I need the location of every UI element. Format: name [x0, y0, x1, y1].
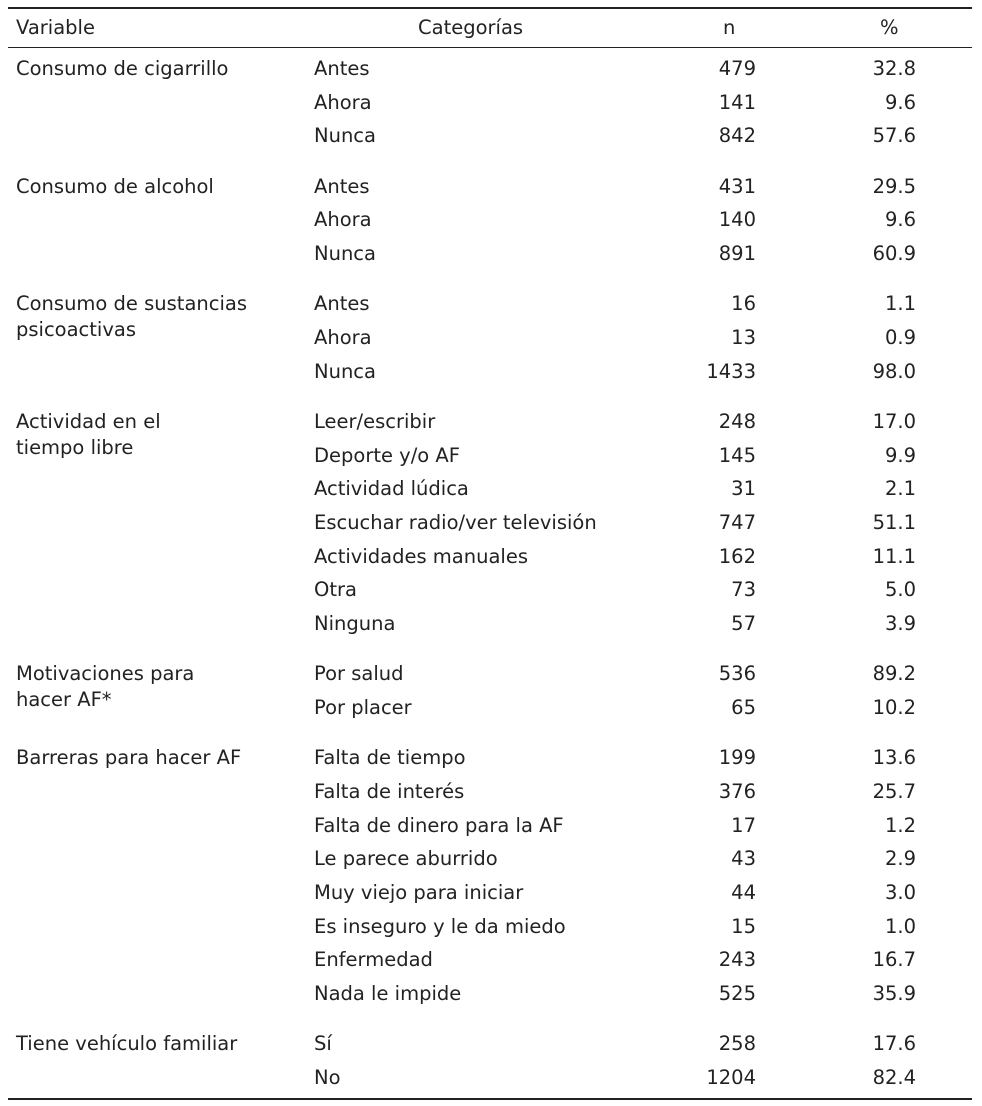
percent-cell: 10.2 [872, 696, 916, 720]
category-cell: Por placer [314, 696, 412, 720]
count-cell: 248 [718, 409, 756, 433]
table-row [8, 203, 972, 237]
percent-cell: 9.6 [884, 208, 916, 232]
category-cell: Enfermedad [314, 948, 433, 972]
variable-label: Consumo de cigarrillo [16, 57, 229, 80]
table-row [8, 943, 972, 977]
table-row [8, 405, 972, 439]
category-cell: Ahora [314, 208, 372, 232]
category-cell: Escuchar radio/ver televisión [314, 511, 597, 535]
percent-cell: 13.6 [872, 746, 916, 770]
percent-cell: 32.8 [872, 57, 916, 80]
category-cell: Falta de tiempo [314, 746, 466, 770]
table-row [8, 842, 972, 876]
count-cell: 431 [718, 174, 756, 198]
count-cell: 842 [718, 124, 756, 148]
category-cell: Falta de dinero para la AF [314, 813, 564, 837]
category-cell: Nada le impide [314, 982, 462, 1006]
category-cell: Actividad lúdica [314, 477, 469, 501]
variable-label: Actividad en el tiempo libre [16, 409, 161, 459]
table-row [8, 540, 972, 574]
table-row [8, 86, 972, 120]
percent-cell: 2.9 [884, 847, 916, 871]
count-cell: 162 [718, 544, 756, 568]
percent-cell: 17.6 [872, 1032, 916, 1056]
percent-cell: 2.1 [884, 477, 916, 501]
table-row [8, 472, 972, 506]
count-cell: 44 [731, 881, 756, 905]
count-cell: 243 [718, 948, 756, 972]
table-row [8, 1027, 972, 1061]
table-row [8, 439, 972, 473]
variable-group [8, 287, 972, 388]
count-cell: 145 [718, 443, 756, 467]
variable-label: Consumo de alcohol [16, 174, 214, 198]
count-cell: 747 [718, 511, 756, 535]
category-cell: Por salud [314, 662, 404, 686]
table-row [8, 657, 972, 691]
count-cell: 536 [718, 662, 756, 686]
table-row [8, 607, 972, 641]
count-cell: 258 [718, 1032, 756, 1056]
table-row [8, 977, 972, 1011]
category-cell: Muy viejo para iniciar [314, 881, 524, 905]
table-row [8, 52, 972, 86]
percent-cell: 1.0 [884, 914, 916, 938]
percent-cell: 0.9 [884, 326, 916, 349]
header-categorias: Categorías [418, 16, 524, 39]
category-cell: Deporte y/o AF [314, 443, 460, 467]
variable-group [8, 52, 972, 153]
category-cell: Antes [314, 292, 370, 316]
category-cell: Le parece aburrido [314, 847, 498, 871]
count-cell: 479 [718, 57, 756, 80]
percent-cell: 82.4 [872, 1066, 916, 1090]
count-cell: 1433 [706, 359, 756, 383]
variable-group [8, 170, 972, 271]
variable-group [8, 741, 972, 1011]
percent-cell: 35.9 [872, 982, 916, 1006]
count-cell: 1204 [706, 1066, 756, 1090]
variable-label: Consumo de sustancias psicoactivas [16, 292, 248, 342]
table-row [8, 170, 972, 204]
category-cell: No [314, 1066, 341, 1090]
table-row [8, 321, 972, 355]
count-cell: 57 [731, 612, 756, 636]
category-cell: Es inseguro y le da miedo [314, 914, 566, 938]
percent-cell: 60.9 [872, 242, 916, 266]
count-cell: 73 [731, 578, 756, 602]
percent-cell: 1.1 [884, 292, 916, 316]
count-cell: 43 [731, 847, 756, 871]
percent-cell: 3.0 [884, 881, 916, 905]
percent-cell: 57.6 [872, 124, 916, 148]
table-row [8, 809, 972, 843]
header-percent: % [880, 16, 899, 39]
category-cell: Falta de interés [314, 780, 465, 804]
percent-cell: 16.7 [872, 948, 916, 972]
category-cell: Ahora [314, 90, 372, 114]
table-row [8, 691, 972, 725]
category-cell: Otra [314, 578, 357, 602]
count-cell: 17 [731, 813, 756, 837]
percent-cell: 25.7 [872, 780, 916, 804]
table-row [8, 775, 972, 809]
category-cell: Nunca [314, 242, 376, 266]
category-cell: Sí [314, 1032, 332, 1056]
percent-cell: 3.9 [884, 612, 916, 636]
count-cell: 891 [718, 242, 756, 266]
table-row [8, 573, 972, 607]
variable-label: Tiene vehículo familiar [16, 1032, 238, 1056]
count-cell: 15 [731, 914, 756, 938]
count-cell: 376 [718, 780, 756, 804]
table-row [8, 506, 972, 540]
count-cell: 141 [718, 90, 756, 114]
count-cell: 65 [731, 696, 756, 720]
table-row [8, 741, 972, 775]
category-cell: Antes [314, 57, 370, 80]
table-row [8, 287, 972, 321]
category-cell: Actividades manuales [314, 544, 528, 568]
category-cell: Ahora [314, 326, 372, 349]
table-row [8, 355, 972, 389]
count-cell: 199 [718, 746, 756, 770]
category-cell: Leer/escribir [314, 409, 436, 433]
category-cell: Nunca [314, 359, 376, 383]
table-row [8, 119, 972, 153]
header-variable: Variable [16, 16, 95, 39]
count-cell: 13 [731, 326, 756, 349]
percent-cell: 11.1 [872, 544, 916, 568]
variable-group [8, 657, 972, 724]
category-cell: Antes [314, 174, 370, 198]
table-row [8, 237, 972, 271]
bottom-rule [8, 1098, 972, 1100]
table-row [8, 876, 972, 910]
count-cell: 140 [718, 208, 756, 232]
category-cell: Ninguna [314, 612, 396, 636]
count-cell: 525 [718, 982, 756, 1006]
percent-cell: 1.2 [884, 813, 916, 837]
percent-cell: 98.0 [872, 359, 916, 383]
table-header [8, 9, 972, 47]
count-cell: 31 [731, 477, 756, 501]
category-cell: Nunca [314, 124, 376, 148]
table-row [8, 910, 972, 944]
percent-cell: 29.5 [872, 174, 916, 198]
percent-cell: 5.0 [884, 578, 916, 602]
variable-group [8, 405, 972, 641]
table-body [8, 48, 972, 1098]
percent-cell: 89.2 [872, 662, 916, 686]
variable-group [8, 1027, 972, 1094]
percent-cell: 17.0 [872, 409, 916, 433]
table-row [8, 1061, 972, 1095]
variable-label: Barreras para hacer AF [16, 746, 242, 770]
percent-cell: 51.1 [872, 511, 916, 535]
percent-cell: 9.9 [884, 443, 916, 467]
data-table [8, 7, 972, 1100]
header-n: n [723, 16, 736, 39]
variable-label: Motivaciones para hacer AF* [16, 662, 195, 712]
count-cell: 16 [731, 292, 756, 316]
percent-cell: 9.6 [884, 90, 916, 114]
